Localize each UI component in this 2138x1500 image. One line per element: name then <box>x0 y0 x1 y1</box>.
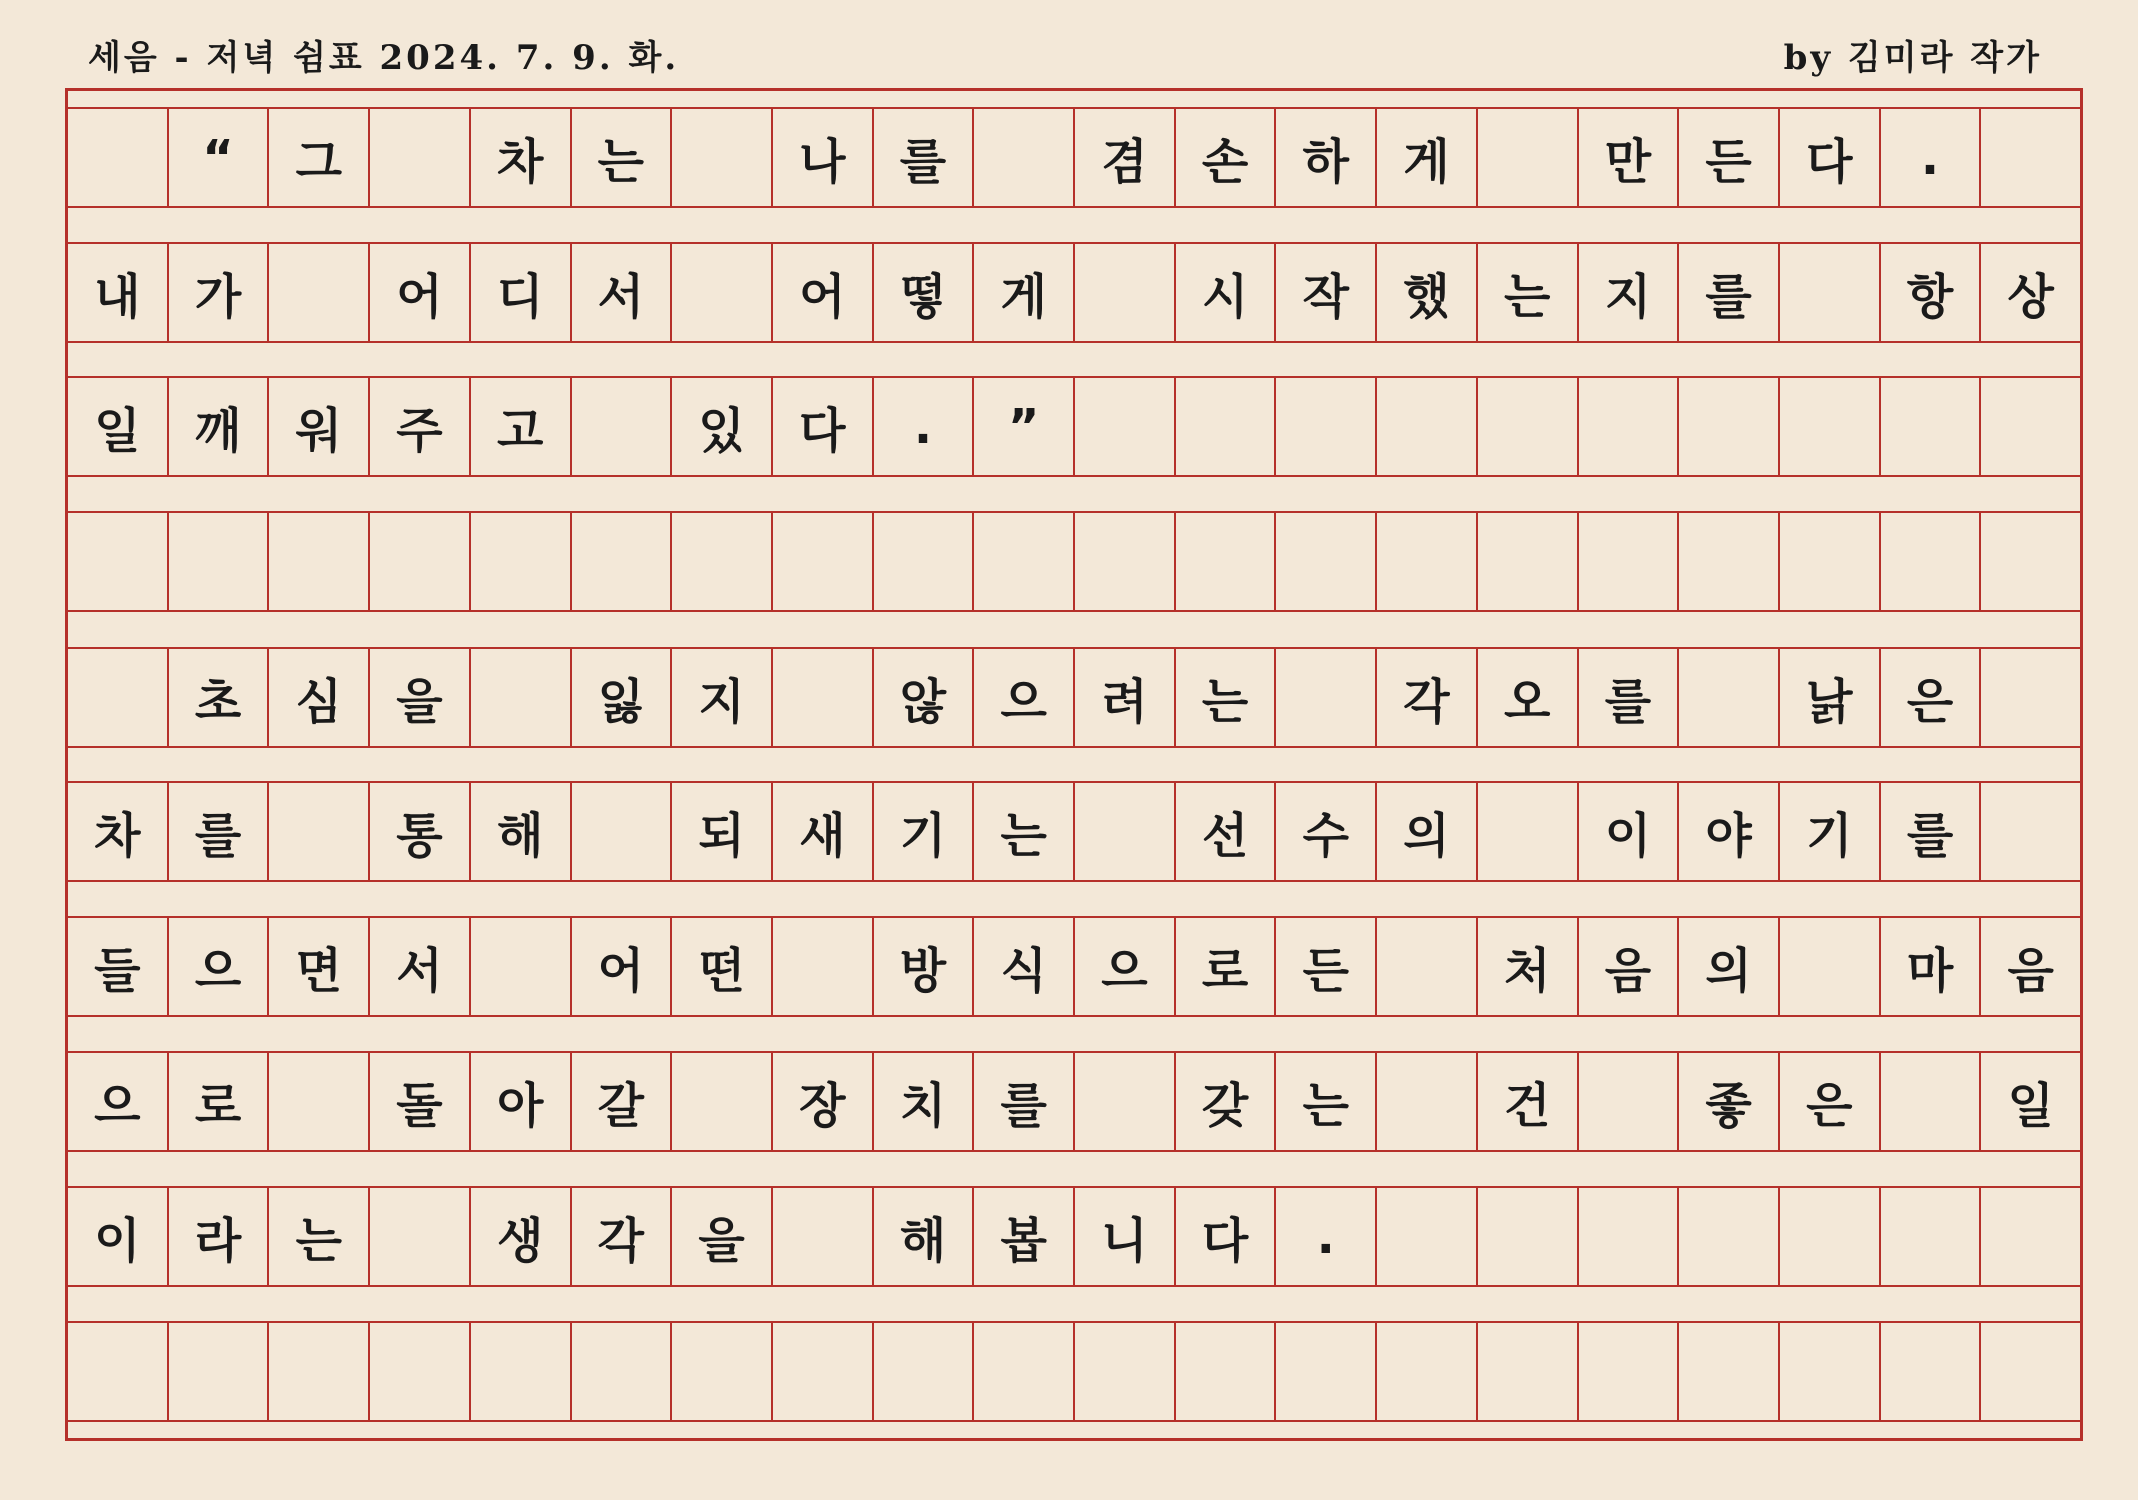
grid-cell <box>1276 378 1377 475</box>
grid-cell: 오 <box>1478 649 1579 746</box>
grid-cell <box>1780 244 1881 341</box>
grid-cell <box>68 649 169 746</box>
grid-cell: 항 <box>1881 244 1982 341</box>
grid-cell: 가 <box>169 244 270 341</box>
grid-cell <box>672 244 773 341</box>
grid-cell <box>672 109 773 206</box>
grid-cell <box>1579 513 1680 610</box>
grid-cell: 게 <box>1377 109 1478 206</box>
grid-cell: 으 <box>1075 918 1176 1015</box>
grid-cell <box>572 783 673 880</box>
grid-cell <box>269 244 370 341</box>
grid-cell <box>1075 244 1176 341</box>
grid-cell: 기 <box>1780 783 1881 880</box>
grid-cell: 일 <box>68 378 169 475</box>
grid-row <box>68 511 2080 612</box>
grid-cell <box>1075 378 1176 475</box>
grid-cell: 는 <box>269 1188 370 1285</box>
grid-cell: 이 <box>68 1188 169 1285</box>
grid-cell <box>672 513 773 610</box>
grid-cell <box>1981 109 2080 206</box>
grid-cell: 돌 <box>370 1053 471 1150</box>
grid-cell: 시 <box>1176 244 1277 341</box>
grid-cell: 않 <box>874 649 975 746</box>
grid-cell: 려 <box>1075 649 1176 746</box>
grid-cell <box>471 513 572 610</box>
grid-cell <box>1981 513 2080 610</box>
grid-cell <box>1377 918 1478 1015</box>
grid-cell <box>1881 1188 1982 1285</box>
grid-cell: 를 <box>169 783 270 880</box>
grid-cell <box>1881 513 1982 610</box>
grid-cell <box>1377 1188 1478 1285</box>
grid-cell: 으 <box>169 918 270 1015</box>
manuscript-sheet <box>65 88 2083 1441</box>
grid-cell <box>572 513 673 610</box>
grid-cell: 다 <box>1176 1188 1277 1285</box>
grid-cell: 로 <box>169 1053 270 1150</box>
grid-cell: 떤 <box>672 918 773 1015</box>
grid-cell: 주 <box>370 378 471 475</box>
grid-cell <box>169 1323 270 1420</box>
grid-cell: 각 <box>1377 649 1478 746</box>
grid-cell <box>874 1323 975 1420</box>
grid-cell <box>269 513 370 610</box>
grid-row <box>68 242 2080 343</box>
grid-cell <box>1478 378 1579 475</box>
grid-cell <box>1679 378 1780 475</box>
grid-cell <box>1881 378 1982 475</box>
grid-cell: 차 <box>471 109 572 206</box>
grid-cell: 어 <box>370 244 471 341</box>
grid-cell: 만 <box>1579 109 1680 206</box>
grid-cell: 으 <box>974 649 1075 746</box>
grid-cell: 손 <box>1176 109 1277 206</box>
grid-cell: “ <box>169 109 270 206</box>
grid-cell <box>874 513 975 610</box>
grid-cell: 를 <box>1881 783 1982 880</box>
grid-cell: 들 <box>68 918 169 1015</box>
grid-cell <box>1981 1323 2080 1420</box>
grid-cell: 를 <box>1679 244 1780 341</box>
grid-cell: 있 <box>672 378 773 475</box>
grid-cell <box>1579 378 1680 475</box>
grid-cell <box>471 649 572 746</box>
grid-cell: 갖 <box>1176 1053 1277 1150</box>
grid-cell: 의 <box>1377 783 1478 880</box>
grid-cell: 깨 <box>169 378 270 475</box>
grid-cell <box>1780 1323 1881 1420</box>
grid-cell: 심 <box>269 649 370 746</box>
grid-cell: 방 <box>874 918 975 1015</box>
grid-cell <box>773 649 874 746</box>
grid-row <box>68 376 2080 477</box>
grid-cell <box>1679 513 1780 610</box>
grid-cell <box>1276 1323 1377 1420</box>
grid-row <box>68 781 2080 882</box>
grid-cell <box>370 1188 471 1285</box>
grid-cell: 해 <box>471 783 572 880</box>
grid-cell <box>1679 1323 1780 1420</box>
grid-cell: 의 <box>1679 918 1780 1015</box>
grid-cell <box>1075 513 1176 610</box>
grid-row <box>68 1051 2080 1152</box>
grid-cell <box>1075 783 1176 880</box>
grid-row <box>68 107 2080 208</box>
grid-cell: 차 <box>68 783 169 880</box>
grid-cell <box>471 918 572 1015</box>
grid-cell <box>269 783 370 880</box>
grid-cell <box>1276 649 1377 746</box>
grid-cell: 든 <box>1679 109 1780 206</box>
grid-cell: 수 <box>1276 783 1377 880</box>
grid-cell <box>1377 1053 1478 1150</box>
grid-row <box>68 916 2080 1017</box>
grid-cell: 디 <box>471 244 572 341</box>
grid-cell <box>1780 513 1881 610</box>
grid-cell: 장 <box>773 1053 874 1150</box>
grid-cell: 야 <box>1679 783 1780 880</box>
grid-cell <box>1377 513 1478 610</box>
grid-cell <box>68 109 169 206</box>
grid-cell: ” <box>974 378 1075 475</box>
grid-cell: 낡 <box>1780 649 1881 746</box>
grid-cell: 는 <box>1478 244 1579 341</box>
grid-cell: 마 <box>1881 918 1982 1015</box>
grid-cell <box>773 1323 874 1420</box>
grid-row <box>68 1186 2080 1287</box>
grid-cell: 서 <box>572 244 673 341</box>
grid-cell <box>370 1323 471 1420</box>
grid-cell: 를 <box>874 109 975 206</box>
grid-cell: 음 <box>2007 943 2054 999</box>
grid-cell <box>1176 378 1277 475</box>
grid-cell: 고 <box>471 378 572 475</box>
grid-cell <box>1377 1323 1478 1420</box>
grid-cell: 다 <box>1780 109 1881 206</box>
grid-cell: 다 <box>773 378 874 475</box>
grid-cell <box>1881 1323 1982 1420</box>
grid-cell <box>1780 1188 1881 1285</box>
grid-row <box>68 647 2080 748</box>
grid-cell <box>1981 783 2080 880</box>
grid-cell <box>773 918 874 1015</box>
grid-cell: 는 <box>572 109 673 206</box>
grid-cell: 로 <box>1176 918 1277 1015</box>
grid-cell <box>1176 513 1277 610</box>
grid-cell: 은 <box>1881 649 1982 746</box>
grid-cell <box>471 1323 572 1420</box>
grid-cell <box>773 513 874 610</box>
grid-cell: 좋 <box>1679 1053 1780 1150</box>
grid-cell: 어 <box>572 918 673 1015</box>
grid-cell: 라 <box>169 1188 270 1285</box>
grid-cell <box>1478 513 1579 610</box>
grid-cell: 든 <box>1276 918 1377 1015</box>
grid-cell: 음 <box>1579 918 1680 1015</box>
grid-cell: 잃 <box>572 649 673 746</box>
grid-cell <box>1478 783 1579 880</box>
grid-cell <box>974 513 1075 610</box>
grid-cell <box>269 1053 370 1150</box>
grid-row <box>68 1321 2080 1422</box>
grid-cell: 통 <box>370 783 471 880</box>
grid-cell <box>572 378 673 475</box>
grid-cell: 선 <box>1176 783 1277 880</box>
grid-cell <box>370 109 471 206</box>
grid-cell <box>1981 1188 2080 1285</box>
grid-cell: 봅 <box>974 1188 1075 1285</box>
grid-cell: 어 <box>773 244 874 341</box>
grid-cell <box>1075 1053 1176 1150</box>
grid-cell: 겸 <box>1075 109 1176 206</box>
grid-cell: 워 <box>269 378 370 475</box>
grid-cell <box>572 1323 673 1420</box>
grid-cell: 는 <box>1176 649 1277 746</box>
grid-cell <box>672 1053 773 1150</box>
grid-cell: 일 <box>2007 1078 2054 1134</box>
grid-cell: 게 <box>974 244 1075 341</box>
grid-cell <box>1981 649 2080 746</box>
grid-cell: 처 <box>1478 918 1579 1015</box>
grid-cell <box>1780 378 1881 475</box>
grid-cell <box>1276 513 1377 610</box>
grid-cell <box>68 513 169 610</box>
grid-cell: 지 <box>1579 244 1680 341</box>
grid-cell <box>1981 378 2080 475</box>
grid-cell <box>1478 1188 1579 1285</box>
grid-cell: 나 <box>773 109 874 206</box>
grid-cell: . <box>1276 1188 1377 1285</box>
grid-cell: 는 <box>1276 1053 1377 1150</box>
grid-cell <box>672 1323 773 1420</box>
grid-cell: 작 <box>1276 244 1377 341</box>
grid-cell <box>1377 378 1478 475</box>
grid-cell: 떻 <box>874 244 975 341</box>
grid-cell: 각 <box>572 1188 673 1285</box>
grid-cell <box>1579 1053 1680 1150</box>
grid-cell: 니 <box>1075 1188 1176 1285</box>
grid-cell: 이 <box>1579 783 1680 880</box>
grid-cell: 생 <box>471 1188 572 1285</box>
grid-cell <box>1679 1188 1780 1285</box>
grid-cell: 되 <box>672 783 773 880</box>
grid-cell <box>974 109 1075 206</box>
grid-cell: 아 <box>471 1053 572 1150</box>
grid-cell: 는 <box>974 783 1075 880</box>
grid-cell: 내 <box>68 244 169 341</box>
grid-cell <box>269 1323 370 1420</box>
grid-cell <box>1679 649 1780 746</box>
grid-cell <box>169 513 270 610</box>
grid-cell <box>68 1323 169 1420</box>
grid-cell: 을 <box>672 1188 773 1285</box>
grid-cell: 을 <box>370 649 471 746</box>
grid-cell: 갈 <box>572 1053 673 1150</box>
grid-cell: 초 <box>169 649 270 746</box>
grid-cell <box>1881 1053 1982 1150</box>
grid-cell: 면 <box>269 918 370 1015</box>
grid-cell: 하 <box>1276 109 1377 206</box>
grid-cell <box>1075 1323 1176 1420</box>
grid-cell: . <box>874 378 975 475</box>
grid-cell <box>1579 1323 1680 1420</box>
header-author: by 김미라 작가 <box>1783 38 2042 78</box>
grid-cell: 으 <box>68 1053 169 1150</box>
grid-cell: 했 <box>1377 244 1478 341</box>
grid-cell: 은 <box>1780 1053 1881 1150</box>
grid-cell: 를 <box>1579 649 1680 746</box>
grid-cell: 그 <box>269 109 370 206</box>
grid-cell: 새 <box>773 783 874 880</box>
grid-cell: 를 <box>974 1053 1075 1150</box>
grid-cell <box>974 1323 1075 1420</box>
grid-cell <box>1478 1323 1579 1420</box>
header-title: 세음 - 저녁 쉼표 2024. 7. 9. 화. <box>88 38 680 78</box>
grid-cell <box>773 1188 874 1285</box>
grid-cell: 식 <box>974 918 1075 1015</box>
grid-cell: 서 <box>370 918 471 1015</box>
grid-cell: 치 <box>874 1053 975 1150</box>
grid-cell: 기 <box>874 783 975 880</box>
grid-cell <box>370 513 471 610</box>
grid-cell: 해 <box>874 1188 975 1285</box>
grid-cell <box>1176 1323 1277 1420</box>
grid-cell: . <box>1881 109 1982 206</box>
grid-cell: 상 <box>2007 269 2054 325</box>
grid-cell: 건 <box>1478 1053 1579 1150</box>
grid-cell: 지 <box>672 649 773 746</box>
grid-cell <box>1478 109 1579 206</box>
grid-cell <box>1780 918 1881 1015</box>
grid-cell <box>1579 1188 1680 1285</box>
